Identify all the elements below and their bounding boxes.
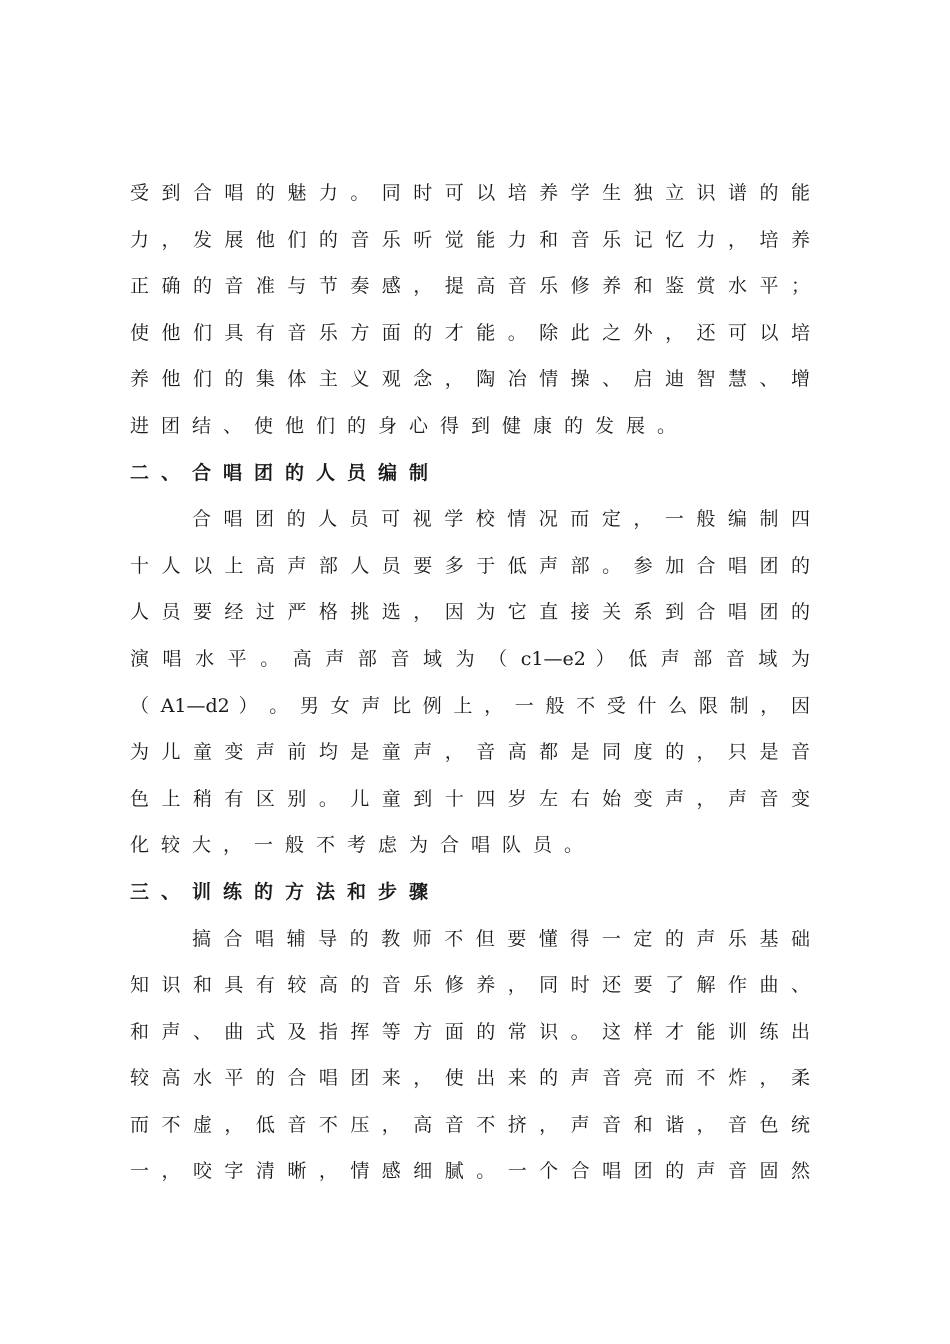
text-line: 养 他 们 的 集 体 主 义 观 念 ， 陶 冶 情 操 、 启 迪 智 慧 、 增 <box>130 368 810 391</box>
text-line: 为 儿 童 变 声 前 均 是 童 声 ， 音 高 都 是 同 度 的 ， 只 是 音 <box>130 741 810 764</box>
text-line: 合 唱 团 的 人 员 可 视 学 校 情 况 而 定 ， 一 般 编 制 四 <box>192 508 810 531</box>
text-line: 使 他 们 具 有 音 乐 方 面 的 才 能 。 除 此 之 外 ， 还 可 以 培 <box>130 321 810 344</box>
text-line: 化较大，一般不考虑为合唱队员。 <box>130 834 596 857</box>
text-line: 较 高 水 平 的 合 唱 团 来 ， 使 出 来 的 声 音 亮 而 不 炸 ， 柔 <box>130 1067 810 1090</box>
text-line: 正 确 的 音 准 与 节 奏 感 ， 提 高 音 乐 修 养 和 鉴 赏 水 平 ； <box>130 275 810 298</box>
text-line: 一 ， 咬 字 清 晰 ， 情 感 细 腻 。 一 个 合 唱 团 的 声 音 固 然 <box>130 1160 810 1183</box>
text-line: 力 ， 发 展 他 们 的 音 乐 听 觉 能 力 和 音 乐 记 忆 力 ， 培 养 <box>130 228 810 251</box>
document-page <box>130 170 810 1195</box>
text-line: 而 不 虚 ， 低 音 不 压 ， 高 音 不 挤 ， 声 音 和 谐 ， 音 色 统 <box>130 1113 810 1136</box>
text-line: 演 唱 水 平 。 高 声 部 音 域 为 （ c1—e2 ） 低 声 部 音 域 为 <box>130 647 810 670</box>
section-heading: 三、训练的方法和步骤 <box>130 880 441 903</box>
text-line: 进团结、使他们的身心得到健康的发展。 <box>130 414 689 437</box>
text-line: （ A1—d2 ） 。 男 女 声 比 例 上 ， 一 般 不 受 什 么 限 制 ， 因 <box>130 694 810 717</box>
text-line: 知 识 和 具 有 较 高 的 音 乐 修 养 ， 同 时 还 要 了 解 作 曲 、 <box>130 974 810 997</box>
section-heading: 二、合唱团的人员编制 <box>130 461 441 484</box>
text-line: 十 人 以 上 高 声 部 人 员 要 多 于 低 声 部 。 参 加 合 唱 团 的 <box>130 554 810 577</box>
text-line: 搞 合 唱 辅 导 的 教 师 不 但 要 懂 得 一 定 的 声 乐 基 础 <box>192 927 810 950</box>
text-line: 人 员 要 经 过 严 格 挑 选 ， 因 为 它 直 接 关 系 到 合 唱 团 的 <box>130 601 810 624</box>
text-line: 和 声 、 曲 式 及 指 挥 等 方 面 的 常 识 。 这 样 才 能 训 练 出 <box>130 1020 810 1043</box>
text-line: 受 到 合 唱 的 魅 力 。 同 时 可 以 培 养 学 生 独 立 识 谱 的 能 <box>130 182 810 204</box>
text-line: 色 上 稍 有 区 别 。 儿 童 到 十 四 岁 左 右 始 变 声 ， 声 音 变 <box>130 787 810 810</box>
